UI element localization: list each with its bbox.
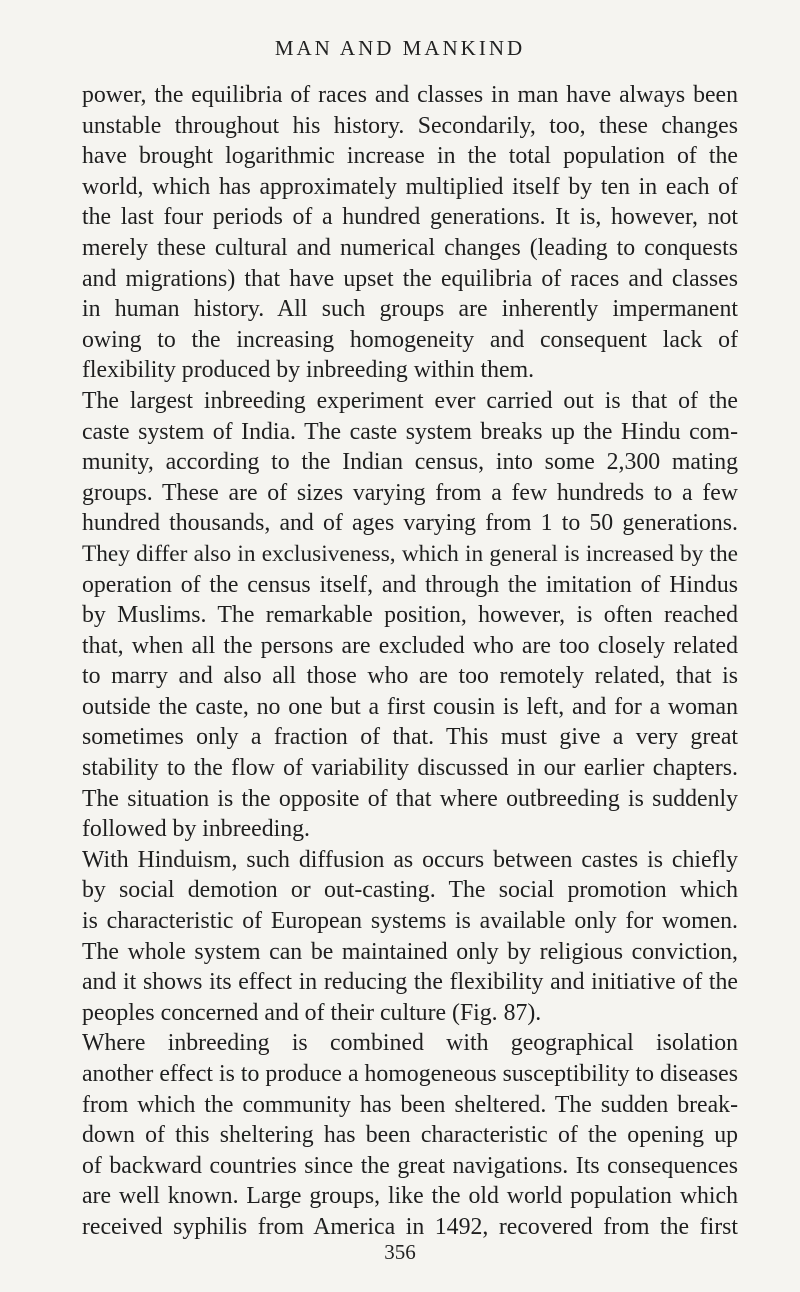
text-line: to marry and also all those who are too remotely related, that is (82, 663, 738, 690)
text-line: The whole system can be maintained only by religious conviction, (82, 938, 738, 965)
text-line: The situation is the opposite of that where outbreeding is suddenly (82, 785, 738, 812)
text-line: sometimes only a fraction of that. This must give a very great (82, 724, 738, 751)
body-text (82, 80, 738, 1243)
text-line: received syphilis from America in 1492, recovered from the first (82, 1213, 738, 1240)
text-line: peoples concerned and of their culture (Fig. 87). (82, 999, 542, 1026)
text-line: They differ also in exclusiveness, which in general is increased by the (82, 540, 738, 567)
text-line: followed by inbreeding. (82, 816, 310, 843)
text-line: Where inbreeding is combined with geographical isolation (82, 1030, 738, 1057)
text-line: that, when all the persons are excluded who are too closely related (82, 632, 738, 659)
text-line: operation of the census itself, and through the imitation of Hindus (82, 571, 738, 598)
text-line: world, which has approximately multiplied itself by ten in each of (82, 173, 738, 200)
paragraph (82, 80, 738, 386)
text-line: hundred thousands, and of ages varying from 1 to 50 generations. (82, 510, 738, 537)
text-line: munity, according to the Indian census, into some 2,300 mating (82, 449, 738, 476)
text-line: outside the caste, no one but a first cousin is left, and for a woman (82, 693, 738, 720)
text-line: caste system of India. The caste system breaks up the Hindu com- (82, 418, 738, 445)
running-head: MAN AND MANKIND (274, 36, 526, 60)
text-line: unstable throughout his history. Secondarily, too, these changes (82, 112, 738, 139)
paragraph (82, 1028, 738, 1242)
text-line: groups. These are of sizes varying from a few hundreds to a few (82, 479, 738, 506)
text-line: flexibility produced by inbreeding within them. (82, 357, 535, 384)
text-line: and it shows its effect in reducing the flexibility and initiative of the (82, 969, 738, 996)
text-line: merely these cultural and numerical changes (leading to conquests (82, 234, 738, 261)
text-line: With Hinduism, such diffusion as occurs between castes is chiefly (82, 846, 738, 873)
text-line: have brought logarithmic increase in the total population of the (82, 143, 738, 170)
text-line: and migrations) that have upset the equilibria of races and classes (82, 265, 738, 292)
text-line: by social demotion or out-casting. The social promotion which (82, 877, 738, 904)
text-line: The largest inbreeding experiment ever carried out is that of the (82, 387, 738, 414)
text-line: from which the community has been sheltered. The sudden break- (82, 1091, 738, 1118)
text-line: in human history. All such groups are inherently impermanent (82, 296, 738, 323)
text-line: another effect is to produce a homogeneous susceptibility to diseases (82, 1061, 738, 1087)
paragraph (82, 845, 738, 1029)
text-line: power, the equilibria of races and classes in man have always been (82, 82, 738, 108)
paragraph (82, 386, 738, 845)
text-line: are well known. Large groups, like the old world population which (82, 1183, 738, 1210)
text-line: stability to the flow of variability discussed in our earlier chapters. (82, 755, 738, 782)
text-line: down of this sheltering has been characteristic of the opening up (82, 1122, 738, 1149)
page-number: 356 (384, 1240, 416, 1264)
text-line: of backward countries since the great navigations. Its consequences (82, 1152, 738, 1179)
text-line: owing to the increasing homogeneity and consequent lack of (82, 326, 738, 353)
text-line: is characteristic of European systems is available only for women. (82, 908, 738, 935)
text-line: by Muslims. The remarkable position, however, is often reached (82, 602, 738, 629)
text-line: the last four periods of a hundred generations. It is, however, not (82, 204, 738, 231)
